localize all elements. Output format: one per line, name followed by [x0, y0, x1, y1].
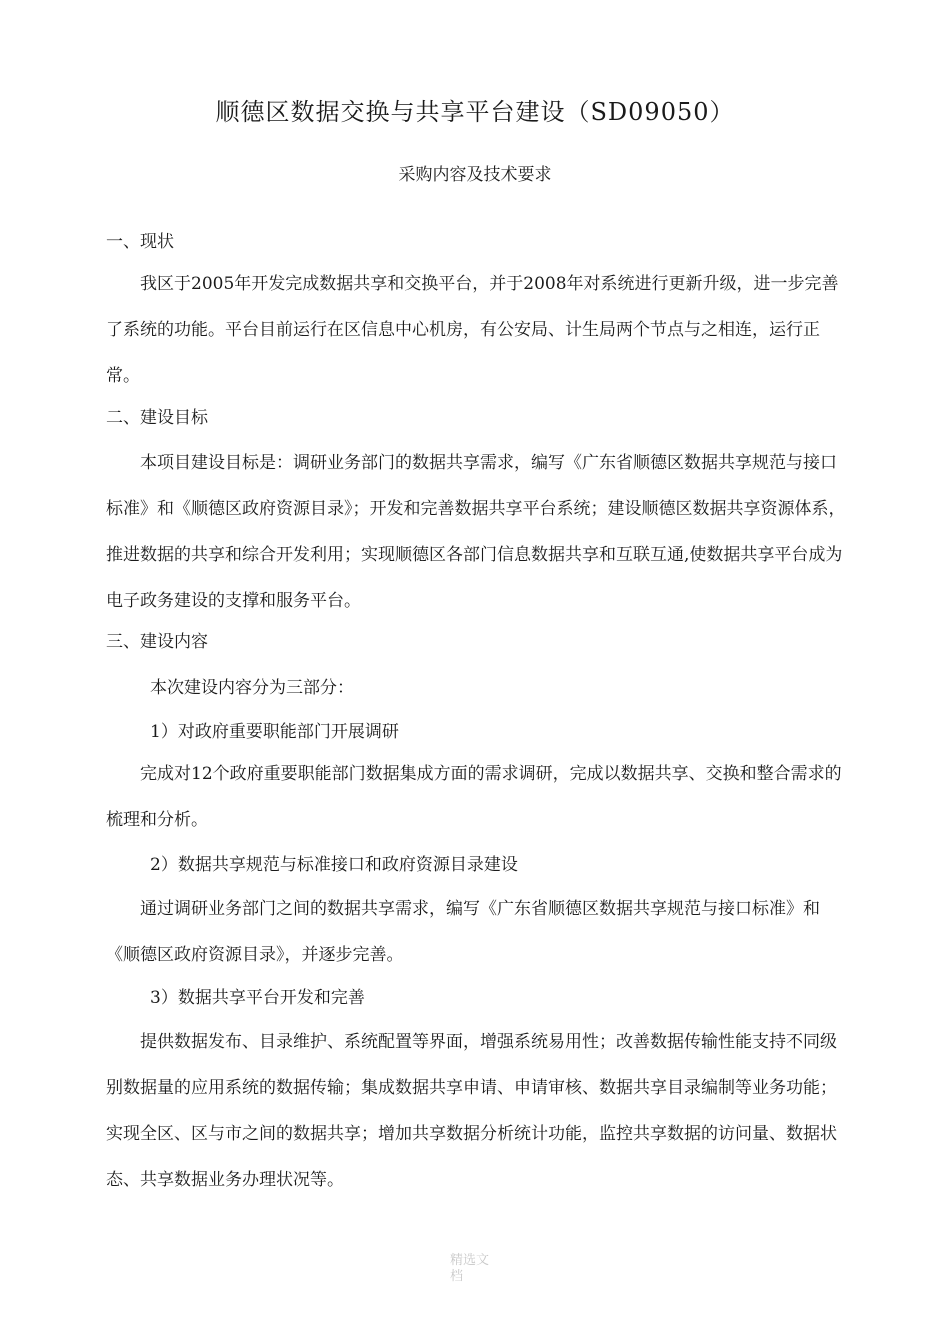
section-paragraph-status: 我区于2005年开发完成数据共享和交换平台，并于2008年对系统进行更新升级，进一步完善了系统的功能。平台目前运行在区信息中心机房，有公安局、计生局两个节点与之相连，运行正常。 [106, 274, 839, 386]
list-item-paragraph-3: 提供数据发布、目录维护、系统配置等界面，增强系统易用性；改善数据传输性能支持不同级别数据量的应用系统的数据传输；集成数据共享申请、申请审核、数据共享目录编制等业务功能；实现全区、区与市之间的数据共享；增加共享数据分析统计功能，监控共享数据的访问量、数据状态、共享数据业务办理状况等。 [106, 1032, 837, 1190]
list-item-label-1: 1）对政府重要职能部门开展调研 [150, 722, 399, 742]
list-item-label-3: 3）数据共享平台开发和完善 [150, 988, 365, 1008]
document-subtitle: 采购内容及技术要求 [398, 165, 552, 185]
section-heading-goals: 二、建设目标 [106, 408, 208, 428]
list-item-paragraph-1: 完成对12个政府重要职能部门数据集成方面的需求调研，完成以数据共享、交换和整合需求的梳理和分析。 [106, 764, 842, 830]
list-item-paragraph-2: 通过调研业务部门之间的数据共享需求，编写《广东省顺德区数据共享规范与接口标准》和《顺德区政府资源目录》，并逐步完善。 [106, 899, 820, 965]
section-paragraph-goals: 本项目建设目标是：调研业务部门的数据共享需求，编写《广东省顺德区数据共享规范与接口标准》和《顺德区政府资源目录》；开发和完善数据共享平台系统；建设顺德区数据共享资源体系，推进数据的共享和综合开发利用；实现顺德区各部门信息数据共享和互联互通,使数据共享平台成为电子政务建设的支撑和服务平台。 [106, 453, 846, 611]
section-heading-content: 三、建设内容 [106, 632, 208, 652]
section-heading-status: 一、现状 [106, 232, 174, 252]
watermark-text: 精选文档 [450, 1253, 490, 1284]
document-title: 顺德区数据交换与共享平台建设（SD09050） [215, 98, 735, 126]
section-intro-content: 本次建设内容分为三部分： [150, 678, 354, 698]
list-item-label-2: 2）数据共享规范与标准接口和政府资源目录建设 [150, 855, 518, 875]
